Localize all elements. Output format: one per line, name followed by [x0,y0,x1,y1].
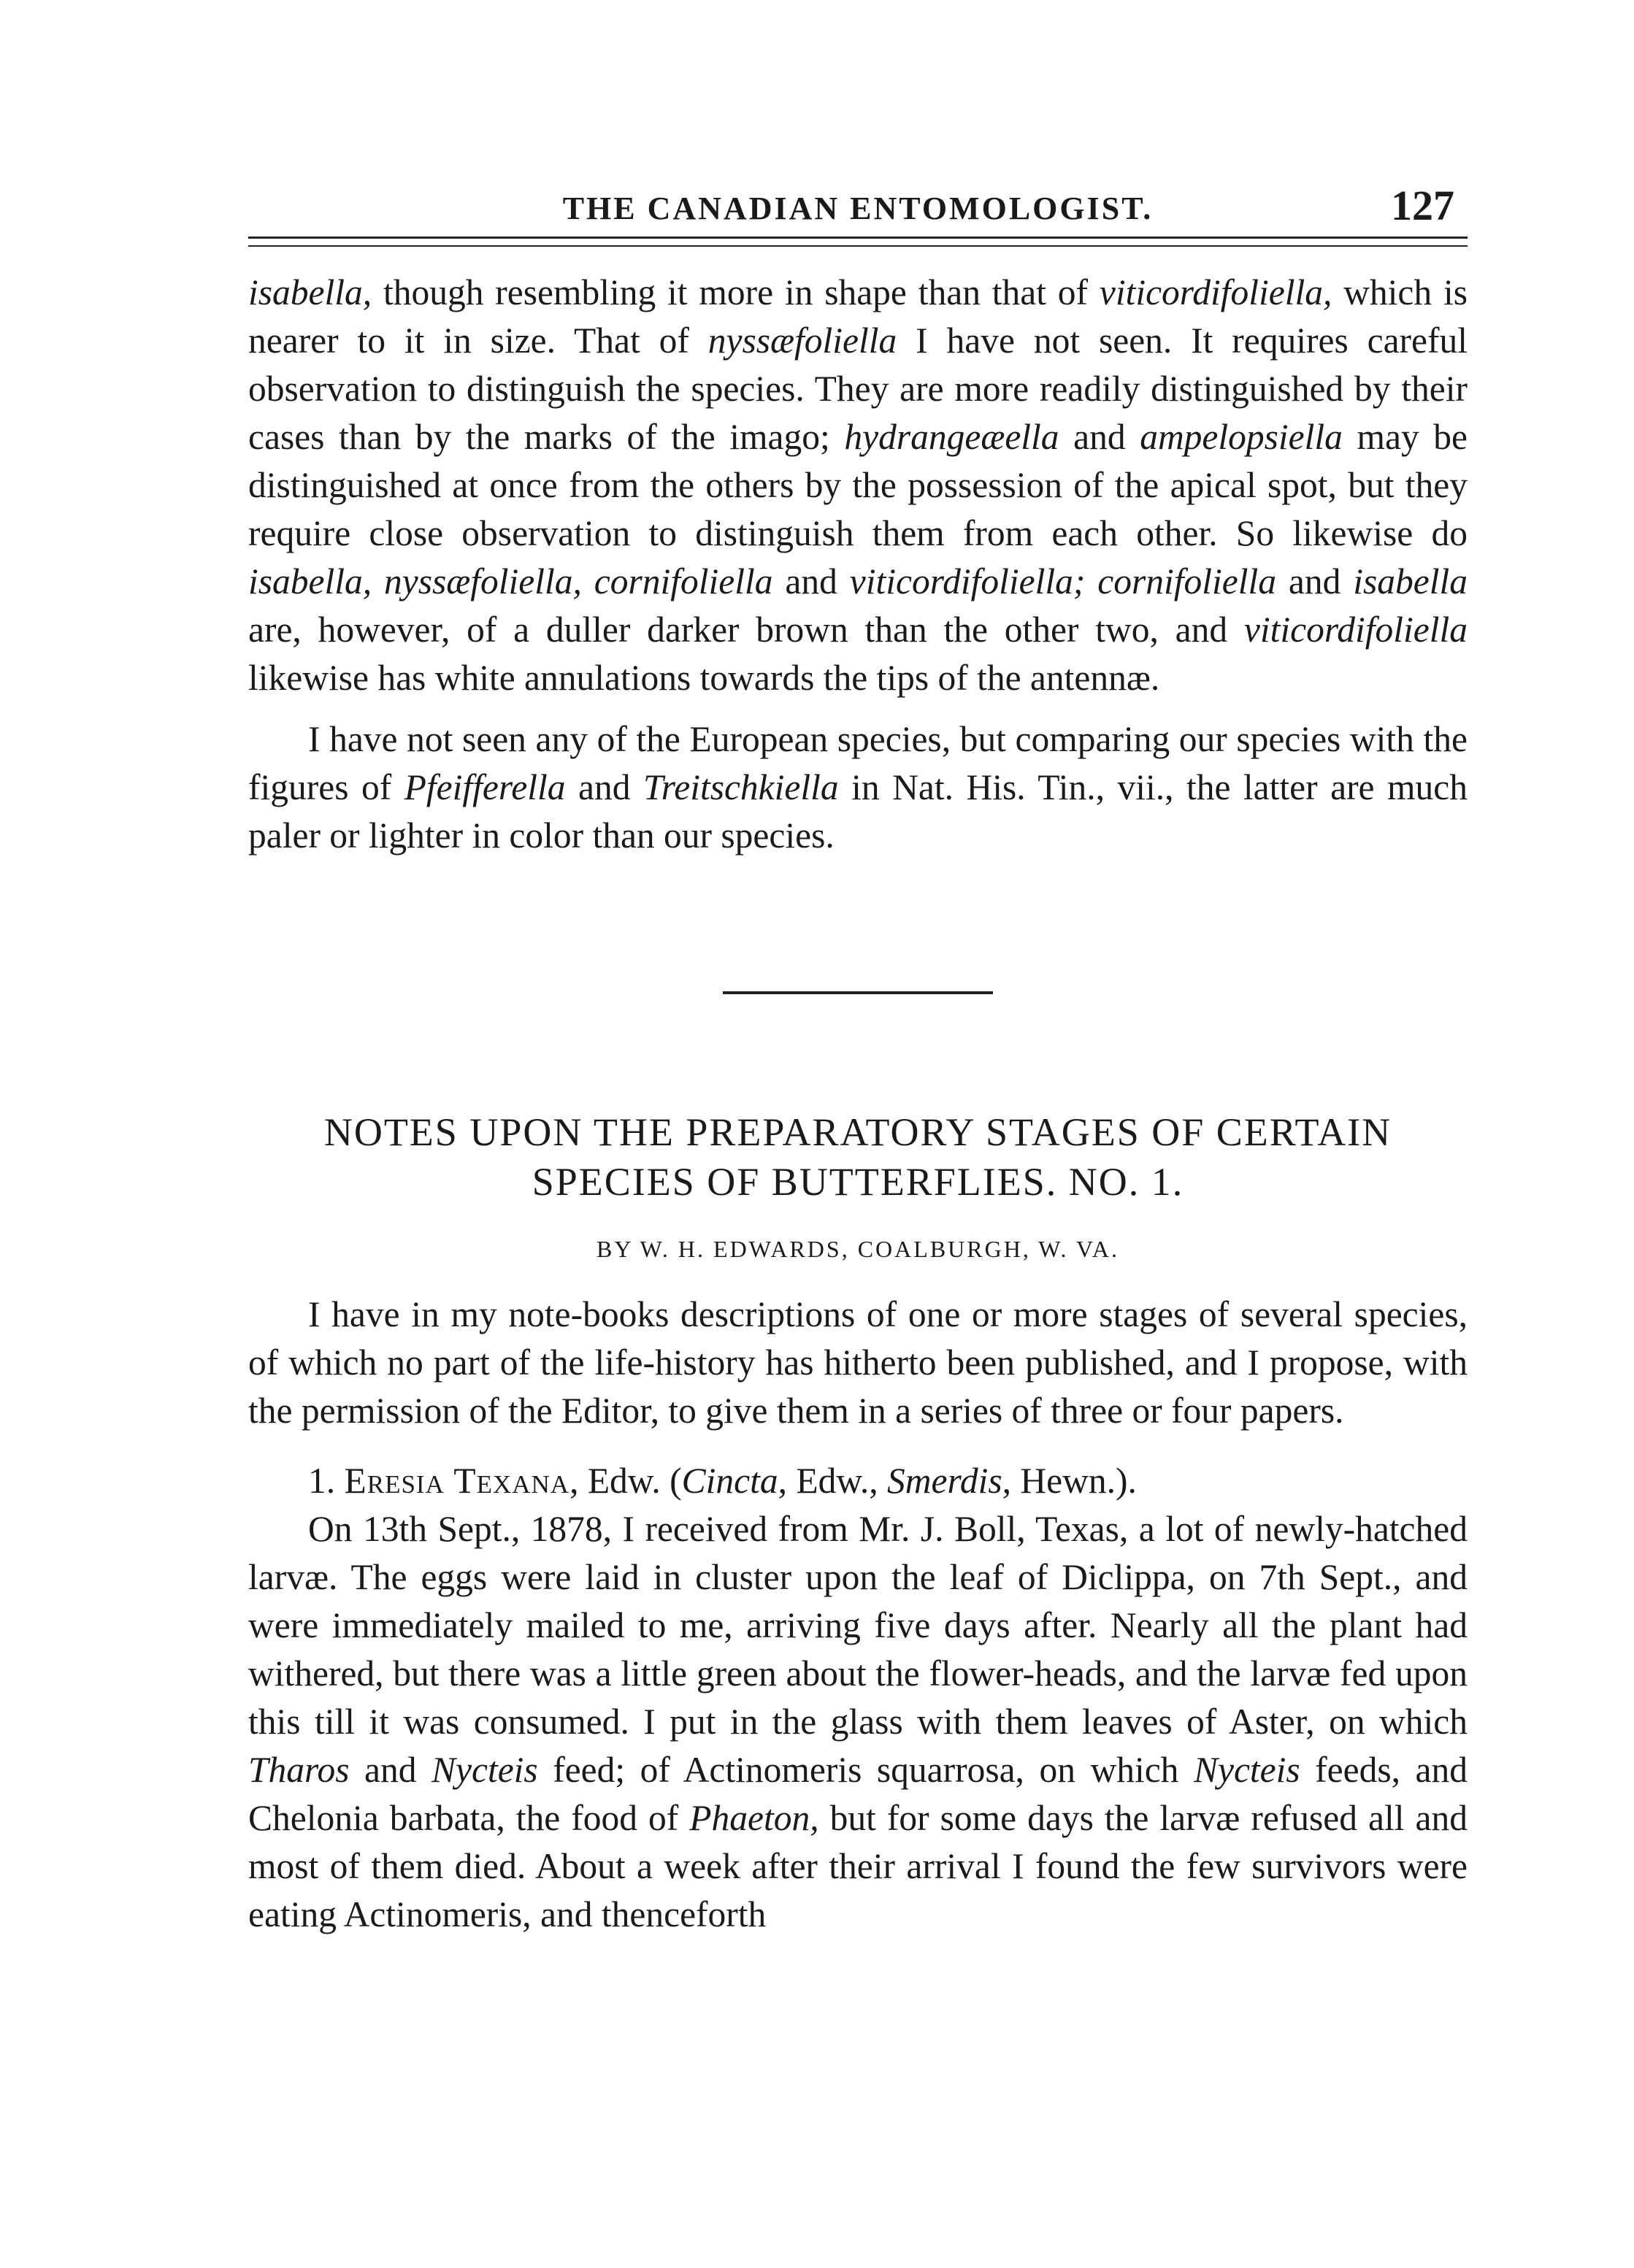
species-heading: 1. Eresia Texana, Edw. (Cincta, Edw., Smerdis, Hewn.). [308,1461,1137,1501]
article-title: NOTES UPON THE PREPARATORY STAGES OF CERTAIN SPECIES OF BUTTERFLIES. NO. 1. [323,1110,1392,1204]
paragraph: I have not seen any of the European species, but comparing our species with the figures of Pfeifferella and Treitschkiella in Nat. His. Tin., vii., the latter are much paler or lighter in color than our species. [248,719,1468,856]
continuation-text [248,269,1468,860]
page-number: 127 [1391,182,1454,229]
journal-page [248,146,1468,1939]
section-divider [723,991,993,994]
article-text [248,1291,1468,1939]
intro-paragraph: I have in my note-books descriptions of one or more stages of several species, of which no part of the life-history has hitherto been published, and I propose, with the permission of the Editor, to give them in a series of three or four papers. [248,1294,1468,1431]
byline: BY W. H. EDWARDS, COALBURGH, W. VA. [596,1236,1120,1262]
paragraph: isabella, though resembling it more in shape than that of viticordifoliella, which is nearer to it in size. That of nyssæfoliella I have not seen. It requires careful observation to distinguish the species. They are more readily distinguished by their cases than by the marks of the imago; hydrangeæella and ampelopsiella may be distinguished at once from the others by the possession of the apical spot, but they require close observation to distinguish them from each other. So likewise do isabella, nyssæfoliella, cornifoliella and viticordifoliella; cornifoliella and isabella are, however, of a duller darker brown than the other two, and viticordifoliella likewise has white annulations towards the tips of the antennæ. [248,272,1468,698]
page-header [248,146,1468,229]
paragraph: On 13th Sept., 1878, I received from Mr. J. Boll, Texas, a lot of newly-hatched larvæ. The eggs were laid in cluster upon the leaf of Diclippa, on 7th Sept., and were immediately mailed to me, arriving five days after. Nearly all the plant had withered, but there was a little green about the flower-heads, and the larvæ fed upon this till it was consumed. I put in the glass with them leaves of Aster, on which Tharos and Nycteis feed; of Actinomeris squarrosa, on which Nycteis feeds, and Chelonia barbata, the food of Phaeton, but for some days the larvæ refused all and most of them died. About a week after their arrival I found the few survivors were eating Actinomeris, and thenceforth [248,1509,1468,1934]
header-rule [248,237,1468,247]
running-title: THE CANADIAN ENTOMOLOGIST. [562,191,1154,226]
